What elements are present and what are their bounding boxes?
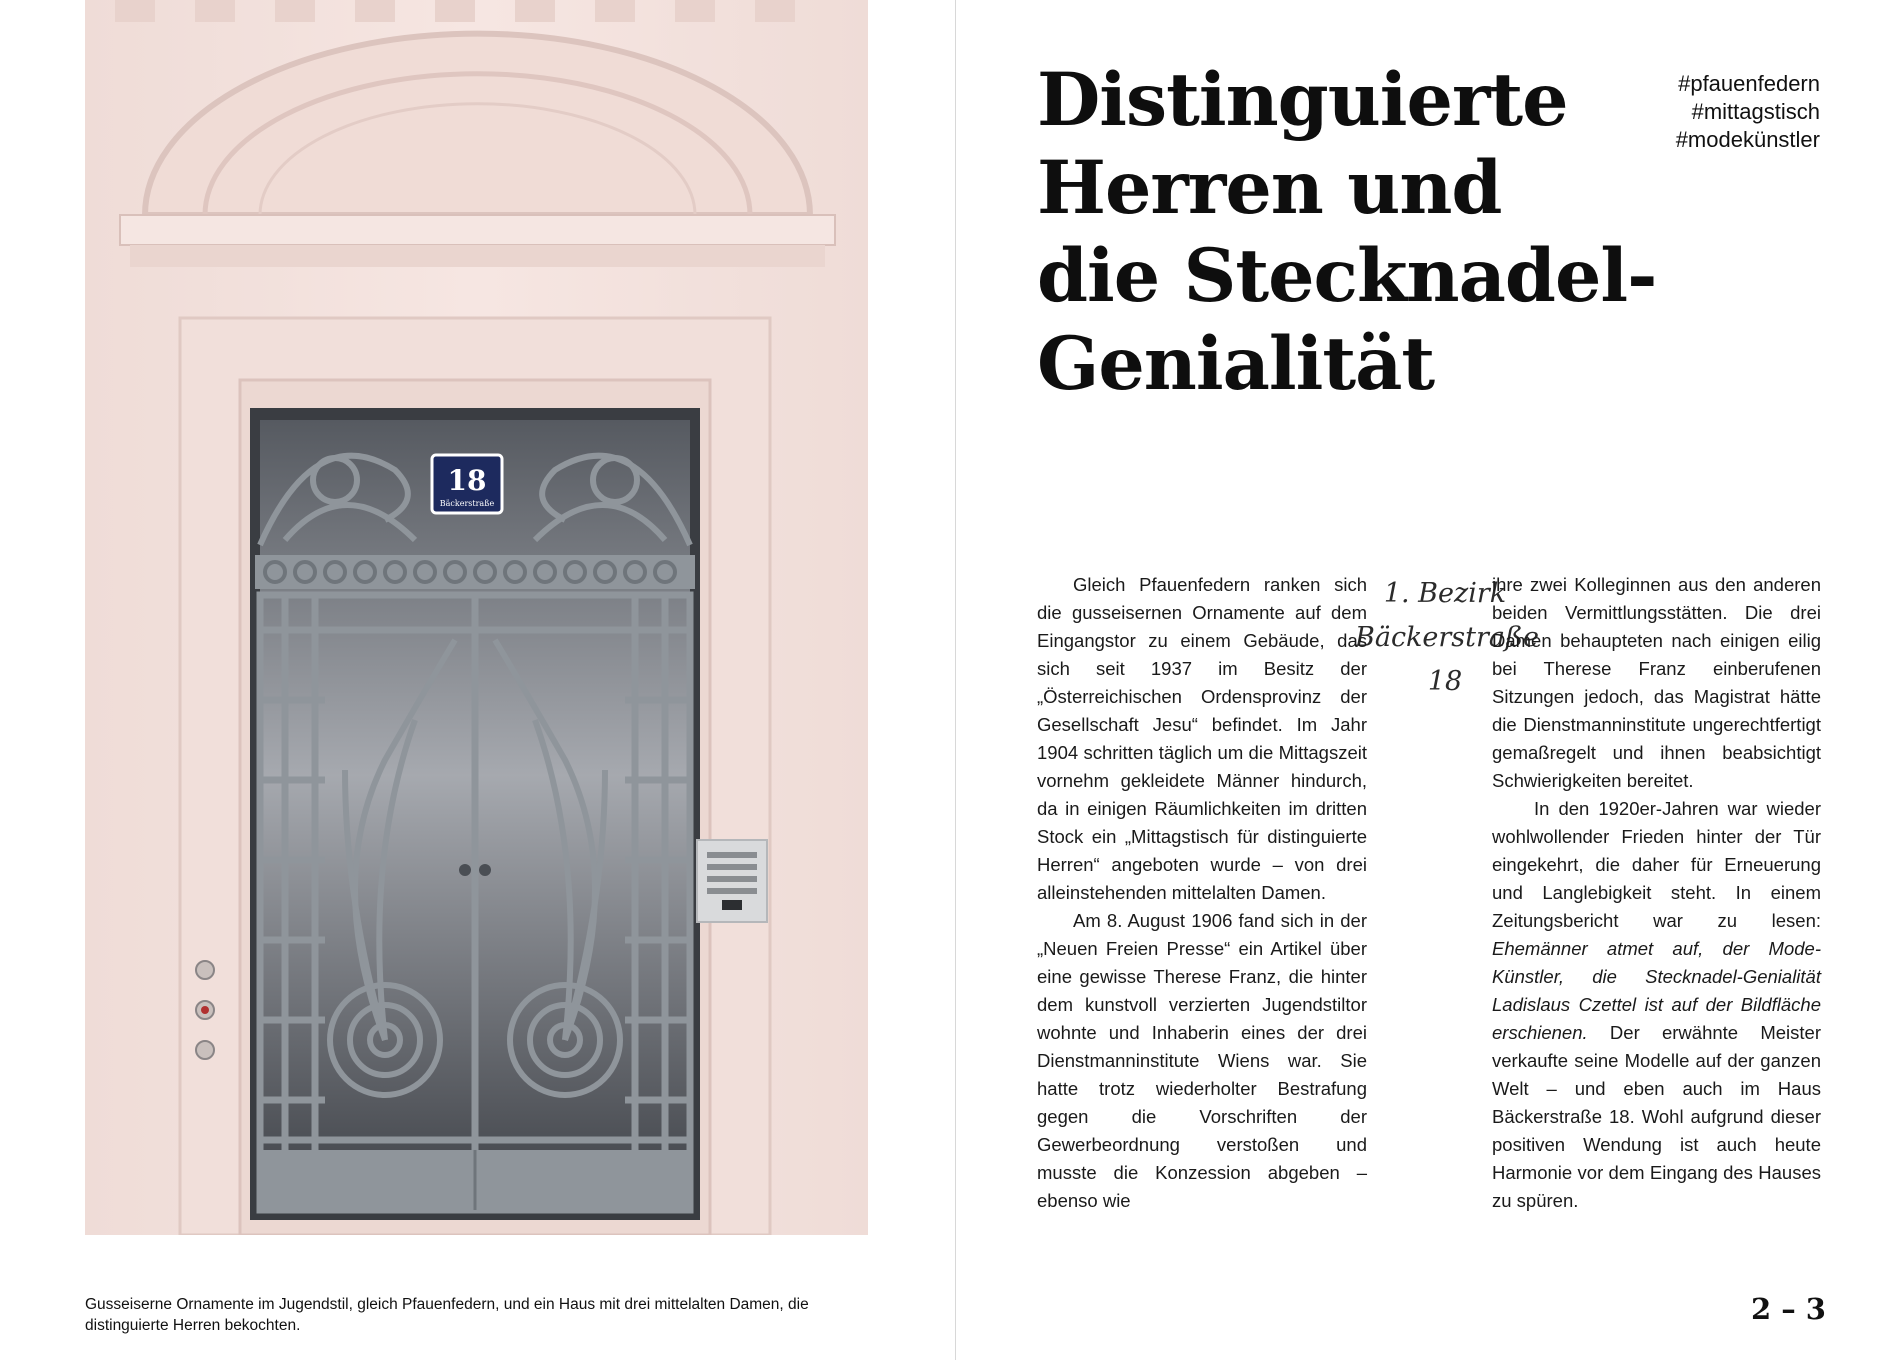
quote-text: Ehemänner atmet auf, der Mode-Künstler, die Stecknadel-Genialität Ladislaus Czettel ist auf der Bildfläche erschienen. xyxy=(1492,938,1821,1043)
spread-divider xyxy=(955,0,956,1360)
body-text: Der erwähnte Meister verkaufte seine Modelle auf der ganzen Welt – und eben auch im Haus Bäckerstraße 18. Wohl aufgrund dieser positiven Wendung ist auch heute Harmonie vor dem Eingang des Hauses zu spüren. xyxy=(1492,1022,1821,1211)
hashtag-list xyxy=(1676,70,1820,154)
body-column-left xyxy=(1037,571,1367,1215)
door-photo xyxy=(85,0,868,1235)
headline-line: Distinguierte xyxy=(1037,57,1568,143)
photo-caption: Gusseiserne Ornamente im Jugendstil, gleich Pfauenfedern, und ein Haus mit drei mittelalten Damen, die distinguierte Herren bekochten. xyxy=(85,1295,809,1334)
hashtag: #pfauenfedern xyxy=(1678,71,1820,96)
headline-line: Genialität xyxy=(1037,321,1435,407)
headline-line: die Stecknadel- xyxy=(1037,233,1657,319)
address-street: Bäckerstraße xyxy=(1355,622,1540,653)
hashtag: #modekünstler xyxy=(1675,127,1820,152)
address-district: 1. Bezirk xyxy=(1383,578,1507,609)
headline-line: Herren und xyxy=(1037,145,1502,231)
body-paragraph: Am 8. August 1906 fand sich in der „Neuen Freien Presse“ ein Artikel über eine gewisse Therese Franz, die hinter dem kunstvoll verzierten Jugendstiltor wohnte und Inhaberin eines der drei Dienstmanninstitute Wiens war. Sie hatte trotz wiederholter Bestrafung gegen die Vorschriften der Gewerbeordnung verstoßen und musste die Konzession abgeben – ebenso wie xyxy=(1037,910,1367,1211)
address-number: 18 xyxy=(1427,666,1463,697)
body-paragraph: Gleich Pfauenfedern ranken sich die gusseisernen Ornamente auf dem Eingangstor zu einem Gebäude, das sich seit 1937 im Besitz der „Österreichischen Ordensprovinz der Gesellschaft Jesu“ befindet. Im Jahr 1904 schritten täglich um die Mittagszeit vornehm gekleidete Männer hindurch, da in einigen Räumlichkeiten im dritten Stock ein „Mittagstisch für distinguierte Herren“ angeboten wurde – von drei alleinstehenden mittelalten Damen. xyxy=(1037,574,1367,903)
hashtag: #mittagstisch xyxy=(1691,99,1820,124)
article-headline xyxy=(1037,56,1657,408)
body-paragraph: ihre zwei Kolleginnen aus den anderen beiden Vermittlungsstätten. Die drei Damen behaupteten nach einigen eilig bei Therese Franz einberufenen Sitzungen jedoch, das Magistrat hätte die Dienstmanninstitute ungerechtfertigt gemaßregelt und ihnen beabsichtigt Schwierigkeiten bereitet. xyxy=(1492,574,1821,791)
house-number: 18 xyxy=(447,464,487,497)
body-column-right xyxy=(1492,571,1821,1215)
page-number: 2 – 3 xyxy=(1750,1292,1826,1326)
street-sign-text: Bäckerstraße xyxy=(439,499,495,508)
body-paragraph xyxy=(1492,795,1821,1215)
body-text: In den 1920er-Jahren war wieder wohlwollender Frieden hinter der Tür eingekehrt, die daher für Erneuerung und Langlebigkeit steht. In einem Zeitungsbericht war zu lesen: xyxy=(1492,798,1821,931)
